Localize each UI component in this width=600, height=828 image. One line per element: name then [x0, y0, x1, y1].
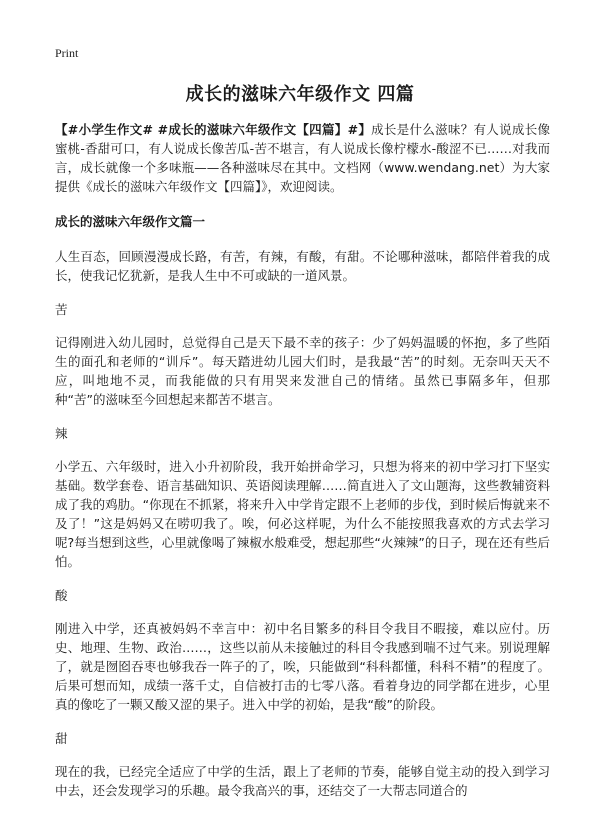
section-title: 成长的滋味六年级作文篇一 — [55, 214, 206, 229]
paragraph-sweet: 现在的我，已经完全适应了中学的生活，跟上了老师的节奏，能够自觉主动的投入到学习中去，还会发现学习的乐趣。最令我高兴的事，还结交了一大帮志同道合的 — [55, 764, 550, 798]
paragraph-opening: 人生百态，回顾漫漫成长路，有苦，有辣，有酸，有甜。不论哪种滋味，都陪伴着我的成长，使我记忆犹新，是我人生中不可或缺的一道风景。 — [55, 249, 550, 283]
intro-paragraph — [55, 120, 550, 196]
paragraph-bitter: 记得刚进入幼儿园时，总觉得自己是天下最不幸的孩子：少了妈妈温暖的怀抱，多了些陌生的面孔和老师的“训斥”。每天踏进幼儿园大们时，是我最“苦”的时刻。无奈叫天天不应，叫地地不灵，而我能做的只有用哭来发泄自己的情绪。虽然已事隔多年，但那种“苦”的滋味至今回想起来都苦不堪言。 — [55, 335, 550, 407]
subheading-spicy: 辣 — [55, 426, 68, 441]
paragraph-spicy: 小学五、六年级时，进入小升初阶段，我开始拼命学习，只想为将来的初中学习打下坚实基础。数学套卷、语言基础知识、英语阅读理解……简直进入了文山题海，这些教辅资料成了我的鸡肋。“你现在不抓紧，将来升入中学肯定跟不上老师的步伐，到时候后悔就来不及了！”这是妈妈又在唠叨我了。唉，何必这样呢，为什么不能按照我喜欢的方式去学习呢?每当想到这些，心里就像喝了辣椒水般难受，想起那些“火辣辣”的日子，现在还有些后怕。 — [55, 459, 550, 569]
article-body — [55, 120, 550, 815]
page-title: 成长的滋味六年级作文 四篇 — [185, 84, 415, 105]
subheading-sour: 酸 — [55, 588, 68, 603]
print-label[interactable]: Print — [55, 46, 79, 60]
subheading-sweet: 甜 — [55, 731, 68, 746]
intro-text: 成长是什么滋味？有人说成长像蜜桃-香甜可口，有人说成长像苦瓜-苦不堪言，有人说成长像柠檬水-酸涩不已……对我而言，成长就像一个多味瓶——各种滋味尽在其中。文档网（www.wendang.net）为大家提供《成长的滋味六年级作文【四篇】》，欢迎阅读。 — [55, 122, 550, 194]
subheading-bitter: 苦 — [55, 302, 68, 317]
intro-lead: 【#小学生作文# #成长的滋味六年级作文【四篇】#】 — [55, 122, 372, 137]
paragraph-sour: 刚进入中学，还真被妈妈不幸言中：初中名目繁多的科目令我目不暇接，难以应付。历史、地理、生物、政治……，这些以前从未接触过的科目令我感到喘不过气来。别说理解了，就是囫囵吞枣也够我吞一阵子的了，唉，只能做到“科科都懂，科科不精”的程度了。后果可想而知，成绩一落千丈，自信被打击的七零八落。看着身边的同学都在进步，心里真的像吃了一颗又酸又涩的果子。进入中学的初始，是我“酸”的阶段。 — [55, 621, 550, 712]
